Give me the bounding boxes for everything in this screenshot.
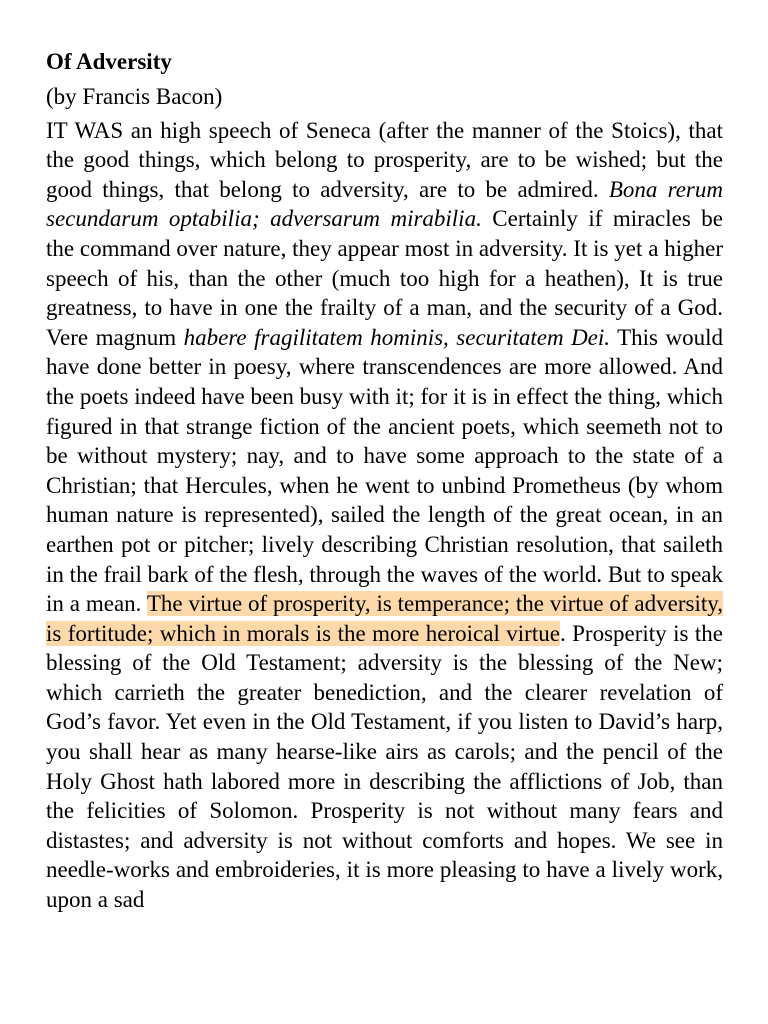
essay-paragraph (46, 116, 723, 915)
essay-title: Of Adversity (46, 49, 172, 74)
text-run: Certainly if miracles be the command over nature, they appear most in adversity. It is yet a higher speech of his, than the other (much too high for a heathen), It is true greatness, to have in one the frailty of a man, and the security of a God. Vere magnum (46, 206, 723, 350)
highlighted-passage[interactable]: The virtue of prosperity, is temperance; the virtue of adversity, is fortitude; which in morals is the more heroical virtue (46, 591, 723, 646)
latin-quote-italic: habere fragilitatem hominis, securitatem Dei. (183, 324, 611, 350)
latin-quote-italic: Bona rerum secundarum optabilia; adversarum mirabilia. (46, 176, 723, 232)
document-page (46, 44, 723, 915)
text-run: . Prosperity is the blessing of the Old Testament; adversity is the blessing of the New; which carrieth the greater benediction, and the clearer revelation of God’s favor. Yet even in the Old Testament, if you listen to David’s harp, you shall hear as many hearse-like airs as carols; and the pencil of the Holy Ghost hath labored more in describing the afflictions of Job, than the felicities of Solomon. Prosperity is not without many fears and distastes; and adversity is not without comforts and hopes. We see in needle-works and embroideries, it is more pleasing to have a lively work, upon a sad (46, 620, 723, 913)
essay-byline: (by Francis Bacon) (46, 84, 223, 109)
text-run: IT WAS an high speech of Seneca (after the manner of the Stoics), that the good things, which belong to prosperity, are to be wished; but the good things, that belong to adversity, are to be admired. (46, 117, 723, 202)
text-run: This would have done better in poesy, where transcendences are more allowed. And the poets indeed have been busy with it; for it is in effect the thing, which figured in that strange fiction of the ancient poets, which seemeth not to be without mystery; nay, and to have some approach to the state of a Christian; that Hercules, when he went to unbind Prometheus (by whom human nature is represented), sailed the length of the great ocean, in an earthen pot or pitcher; lively describing Christian resolution, that saileth in the frail bark of the flesh, through the waves of the world. But to speak in a mean. (46, 324, 723, 617)
